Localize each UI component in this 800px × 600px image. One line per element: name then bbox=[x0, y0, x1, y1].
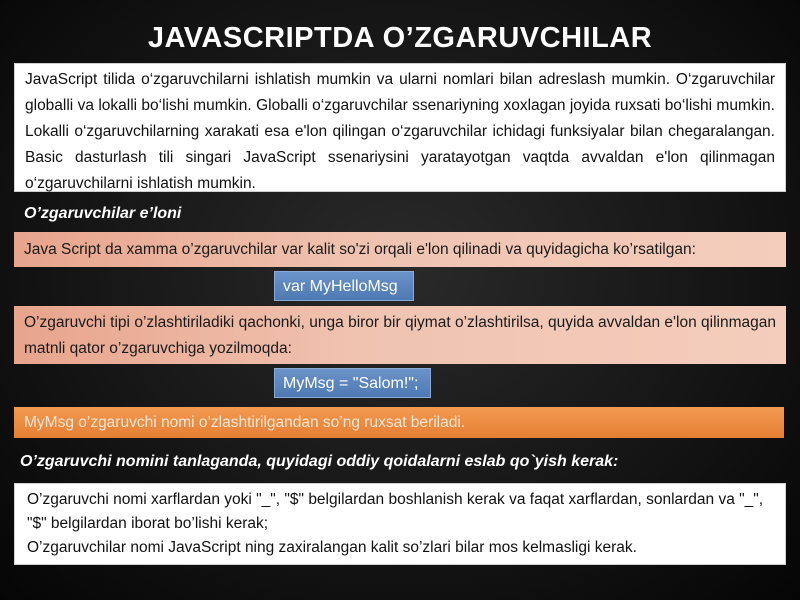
rule-item: O’zgaruvchi nomi xarflardan yoki "_", "$" belgilardan boshlanish kerak va faqat xarflardan, sonlardan va "_", "$" belgilardan iborat bo’lishi kerak; bbox=[27, 491, 764, 532]
rule-item: O’zgaruvchilar nomi JavaScript ning zaxiralangan kalit so’zlari bilar mos kelmasligi kerak. bbox=[27, 539, 637, 556]
assignment-text-box: O’zgaruvchi tipi o’zlashtiriladiki qachonki, unga biror bir qiymat o’zlashtirilsa, quyida avvaldan e'lon qilinmagan matnli qator o’zgaruvchiga yozilmoqda: bbox=[14, 306, 786, 364]
note-text-box: MyMsg o’zgaruvchi nomi o’zlashtirilgandan so’ng ruxsat beriladi. bbox=[14, 407, 784, 438]
rules-text-box bbox=[14, 483, 786, 565]
code-example-assign: MyMsg = "Salom!"; bbox=[274, 368, 431, 398]
slide-title: JAVASCRIPTDA O’ZGARUVCHILAR bbox=[147, 22, 653, 54]
intro-text-box: JavaScript tilida o‘zgaruvchilarni ishlatish mumkin va ularni nomlari bilan adreslash mumkin. O‘zgaruvchilar globalli va lokalli bo‘lishi mumkin. Globalli o‘zgaruvchilar ssenariyning xoxlagan joyida ruxsati bo‘lishi mumkin. Lokalli o‘zgaruvchilarning xarakati esa e'lon qilingan o‘zgaruvchilar ichidagi funksiyalar bilan chegaralangan. Basic dasturlash tili singari JavaScript ssenariysini yaratayotgan vaqtda avvaldan e'lon qilinmagan o‘zgaruvchilarni ishlatish mumkin. bbox=[14, 63, 786, 192]
declaration-text-box: Java Script da xamma o’zgaruvchilar var kalit so'zi orqali e'lon qilinadi va quyidagicha ko’rsatilgan: bbox=[14, 232, 786, 267]
code-example-var: var MyHelloMsg bbox=[274, 271, 414, 301]
rules-heading: O’zgaruvchi nomini tanlaganda, quyidagi oddiy qoidalarni eslab qo`yish kerak: bbox=[20, 453, 619, 470]
declaration-heading: O’zgaruvchilar e’loni bbox=[24, 205, 182, 222]
